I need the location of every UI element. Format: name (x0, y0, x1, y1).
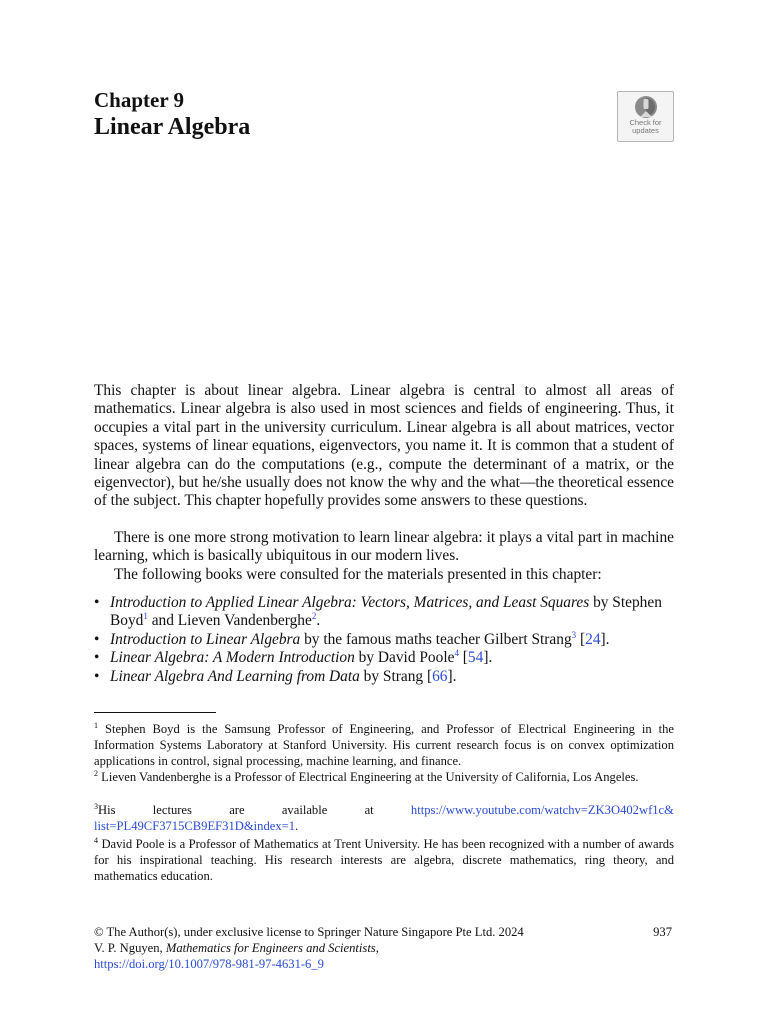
footnote-text: Lieven Vandenberghe is a Professor of Electrical Engineering at the University of California, Los Angeles. (101, 770, 639, 784)
bullet-icon: • (94, 630, 100, 648)
citation-link-24[interactable]: 24 (585, 630, 601, 648)
footnote-number: 4 (94, 836, 98, 845)
footnote-ref-3[interactable]: 3 (571, 629, 577, 640)
books-intro-paragraph: The following books were consulted for the materials presented in this chapter: (114, 566, 602, 583)
book-title: Introduction to Linear Algebra (110, 630, 301, 648)
list-item (94, 631, 674, 649)
badge-line-2: updates (632, 126, 659, 135)
footnote-2 (94, 769, 674, 785)
punctuation: . (295, 819, 299, 833)
footnote-number: 1 (94, 721, 98, 730)
punctuation: [ (576, 630, 586, 648)
citation-link-54[interactable]: 54 (467, 649, 484, 667)
author-name: V. P. Nguyen, (94, 941, 166, 955)
badge-line-1: Check for (629, 118, 662, 127)
book-author-text: and Lieven Vandenberghe (147, 612, 312, 630)
intro-paragraph: This chapter is about linear algebra. Linear algebra is central to almost all areas of mathematics. Linear algebra is also used in most sciences and fields of engineering. Thus, it occupies a vital part in the university curriculum. Linear algebra is all about matrices, vector spaces, systems of linear equations, eigenvectors, you name it. It is common that a student of linear algebra can do the computations (e.g., compute the determinant of a matrix, or the eigenvector), but he/she usually does not know the why and the what—the theoretical essence of the subject. This chapter hopefully provides some answers to these questions. (94, 382, 674, 510)
footnote-text: Stephen Boyd is the Samsung Professor of Engineering, and Professor of Electrical Engineering in the Information Systems Laboratory at Stanford University. His current research focus is on convex optimization applications in control, signal processing, machine learning, and finance. (94, 722, 674, 768)
bullet-icon: • (94, 594, 100, 611)
copyright-notice: © The Author(s), under exclusive license to Springer Nature Singapore Pte Ltd. 2024 (94, 925, 524, 939)
list-item (94, 668, 674, 686)
punctuation: ]. (483, 649, 493, 667)
book-author-text: by Stephen Boyd (110, 594, 662, 630)
footnote-number: 2 (94, 769, 98, 778)
doi-link[interactable]: https://doi.org/10.1007/978-981-97-4631-6_9 (94, 957, 324, 971)
footnote-4 (94, 836, 674, 884)
book-list (94, 594, 674, 686)
footnote-ref-4[interactable]: 4 (454, 648, 459, 659)
punctuation: ]. (600, 630, 610, 648)
book-citation (94, 940, 674, 956)
footnote-word: at (364, 803, 374, 817)
chapter-title: Linear Algebra (94, 114, 251, 140)
motivation-paragraph: There is one more strong motivation to learn linear algebra: it plays a vital part in machine learning, which is basically ubiquitous in our modern lives. (94, 529, 674, 565)
list-item (94, 594, 674, 631)
punctuation: ]. (447, 667, 457, 685)
book-title: Linear Algebra And Learning from Data (110, 667, 360, 685)
bullet-icon: • (94, 649, 100, 667)
punctuation: , (375, 941, 379, 955)
book-title: Mathematics for Engineers and Scientists (165, 941, 376, 955)
book-author-text: by David Poole (354, 649, 455, 667)
footnote-ref-1[interactable]: 1 (143, 611, 148, 622)
punctuation: . (316, 612, 321, 630)
footnote-3 (94, 802, 674, 834)
footnote-number: 3 (94, 802, 98, 811)
book-title: Introduction to Applied Linear Algebra: Vectors, Matrices, and Least Squares (110, 594, 590, 611)
footnote-divider (94, 712, 216, 713)
footnote-word: lectures (152, 803, 192, 817)
footnote-ref-2[interactable]: 2 (311, 611, 317, 622)
book-author-text: by the famous maths teacher Gilbert Strang (300, 630, 572, 648)
footnote-1 (94, 721, 674, 769)
book-author-text: by Strang [ (359, 667, 433, 685)
footnote-word: are (229, 803, 245, 817)
youtube-link-continued[interactable]: list=PL49CF3715CB9EF31D&index=1 (94, 819, 296, 833)
footnote-word: His (98, 803, 116, 817)
page-number: 937 (653, 925, 672, 939)
chapter-label: Chapter 9 (94, 88, 185, 112)
crossmark-icon (633, 95, 659, 119)
citation-link-66[interactable]: 66 (432, 667, 448, 685)
footnote-text: David Poole is a Professor of Mathematics at Trent University. He has been recognized with a number of awards for his inspirational teaching. His research interests are algebra, discrete mathematics, ring theory, and mathematics education. (94, 837, 674, 883)
bullet-icon: • (94, 667, 100, 685)
list-item (94, 649, 674, 667)
footnote-word: available (281, 803, 328, 817)
punctuation: [ (458, 649, 468, 667)
book-title: Linear Algebra: A Modern Introduction (110, 649, 355, 667)
check-for-updates-badge[interactable] (617, 91, 674, 142)
youtube-link[interactable]: https://www.youtube.com/watchv=ZK3O402wf1c& (410, 803, 674, 817)
